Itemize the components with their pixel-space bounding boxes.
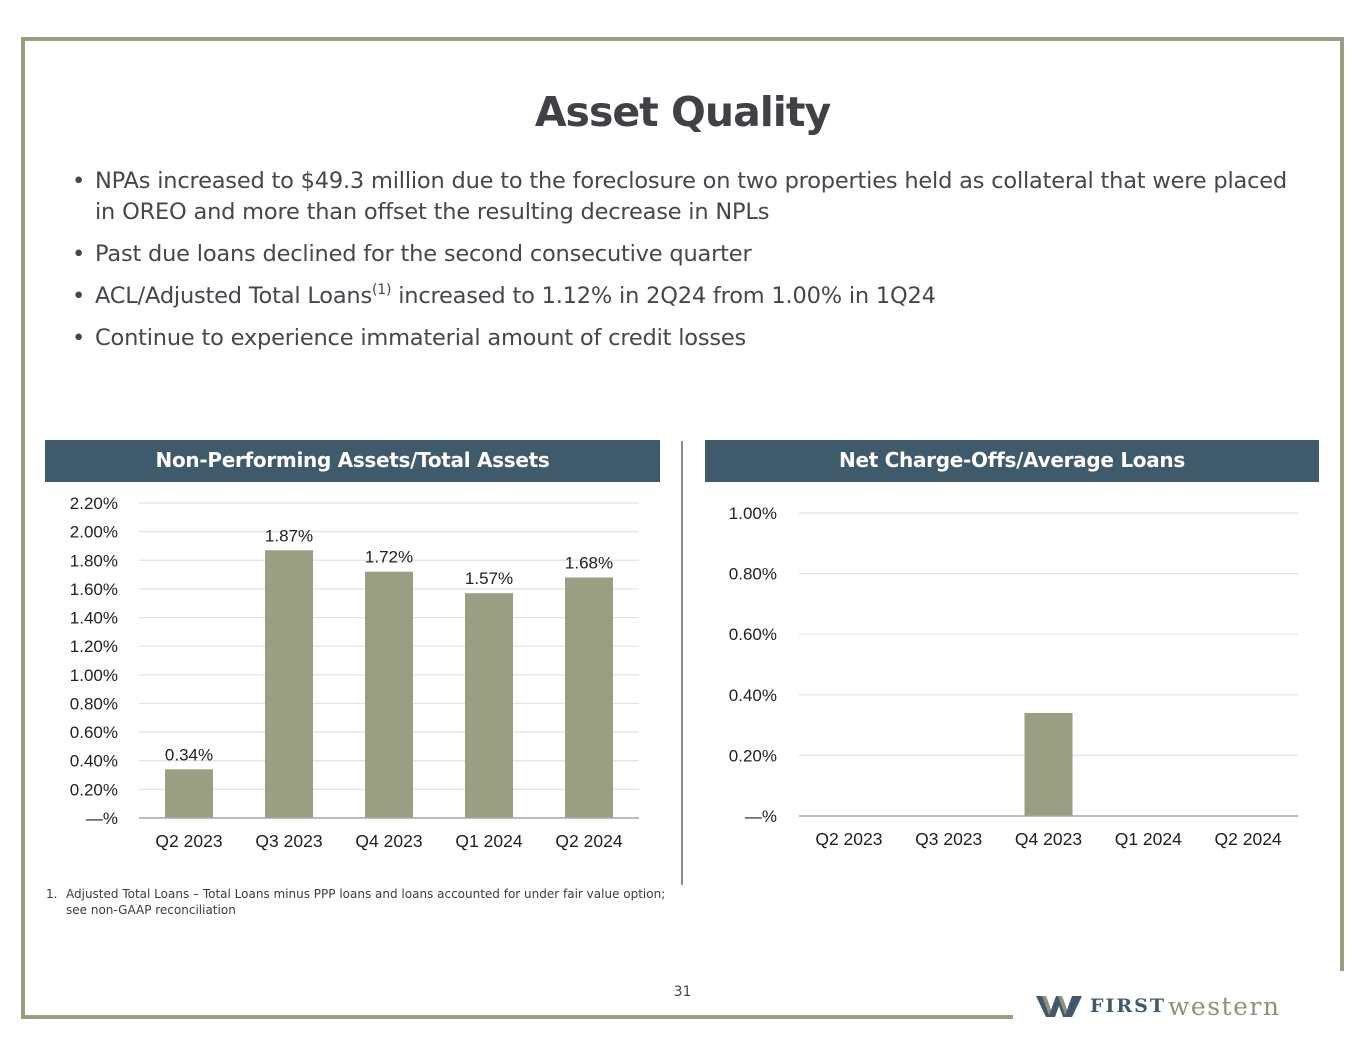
y-tick-label: 0.80% [728, 564, 777, 584]
slide-frame-right [1340, 37, 1344, 971]
y-tick-label: 1.60% [69, 579, 118, 599]
y-tick-label: 1.00% [69, 665, 118, 685]
y-tick-label: 0.20% [728, 746, 777, 766]
y-tick-label: —% [744, 807, 777, 826]
x-tick-label: Q1 2024 [455, 831, 523, 851]
y-tick-label: 0.60% [728, 625, 777, 645]
data-label: 0.34% [164, 745, 214, 765]
npa-bar-chart [40, 488, 655, 868]
nco-chart-title: Net Charge-Offs/Average Loans [705, 440, 1319, 482]
footnote [46, 886, 686, 918]
bullet-dot-icon: • [72, 168, 86, 194]
data-label: 1.87% [264, 526, 314, 546]
y-tick-label: 1.80% [69, 551, 118, 571]
x-tick-label: Q2 2024 [1214, 829, 1282, 849]
bar [365, 572, 413, 818]
npa-chart-title: Non-Performing Assets/Total Assets [45, 440, 660, 482]
bullet-dot-icon: • [72, 325, 86, 351]
x-tick-label: Q3 2023 [255, 831, 323, 851]
y-tick-label: 1.40% [69, 608, 118, 628]
y-tick-label: 1.00% [728, 504, 777, 523]
bar [1025, 713, 1073, 816]
bullet-text-before: ACL/Adjusted Total Loans [95, 283, 373, 309]
bar [165, 769, 213, 818]
x-tick-label: Q2 2023 [815, 829, 883, 849]
y-tick-label: 2.00% [69, 522, 118, 542]
y-tick-label: 0.40% [69, 751, 118, 771]
logo-text-western: western [1168, 991, 1281, 1021]
x-tick-label: Q4 2023 [355, 831, 423, 851]
bullet-text: Past due loans declined for the second consecutive quarter [95, 241, 752, 267]
bullet-text-after: increased to 1.12% in 2Q24 from 1.00% in 1Q24 [391, 283, 936, 309]
data-label: 1.72% [364, 547, 414, 567]
x-tick-label: Q2 2023 [155, 831, 223, 851]
y-tick-label: 1.20% [69, 637, 118, 657]
bar [465, 593, 513, 818]
y-tick-label: 0.60% [69, 723, 118, 743]
bullet-item [70, 166, 1300, 228]
footnote-text: Adjusted Total Loans – Total Loans minus PPP loans and loans accounted for under fair value option; see non-GAAP reconciliation [66, 887, 666, 917]
y-tick-label: 0.40% [728, 685, 777, 705]
bar [265, 550, 313, 818]
double-w-logo-icon [1036, 994, 1082, 1018]
bullet-item [70, 323, 1300, 354]
page-number: 31 [673, 984, 692, 1000]
x-tick-label: Q1 2024 [1114, 829, 1182, 849]
bullet-item [70, 281, 1300, 312]
bullet-item [70, 239, 1300, 270]
footnote-number: 1. [46, 887, 58, 901]
y-tick-label: 2.20% [69, 494, 118, 513]
data-label: 1.68% [564, 553, 614, 573]
slide-frame-top [21, 37, 1344, 41]
y-tick-label: 0.80% [69, 694, 118, 714]
bullet-list [70, 166, 1300, 365]
y-tick-label: —% [85, 809, 118, 828]
x-tick-label: Q4 2023 [1014, 829, 1083, 849]
bullet-text: Continue to experience immaterial amount of credit losses [95, 325, 747, 351]
logo-text-first: FIRST [1090, 995, 1167, 1017]
x-tick-label: Q3 2023 [915, 829, 983, 849]
bullet-dot-icon: • [72, 241, 86, 267]
bullet-text: NPAs increased to $49.3 million due to the foreclosure on two properties held as collateral that were placed in OREO and more than offset the resulting decrease in NPLs [95, 168, 1287, 225]
bar [565, 577, 613, 818]
bullet-dot-icon: • [72, 283, 86, 309]
page-title: Asset Quality [534, 88, 831, 136]
footnote-ref: (1) [372, 282, 392, 298]
y-tick-label: 0.20% [69, 780, 118, 800]
slide-frame-bottom [21, 1015, 1013, 1019]
chart-divider [681, 441, 683, 885]
slide-frame-left [21, 37, 25, 1019]
x-tick-label: Q2 2024 [555, 831, 623, 851]
nco-bar-chart [700, 488, 1315, 868]
company-logo [1036, 990, 1280, 1022]
data-label: 1.57% [464, 569, 514, 589]
